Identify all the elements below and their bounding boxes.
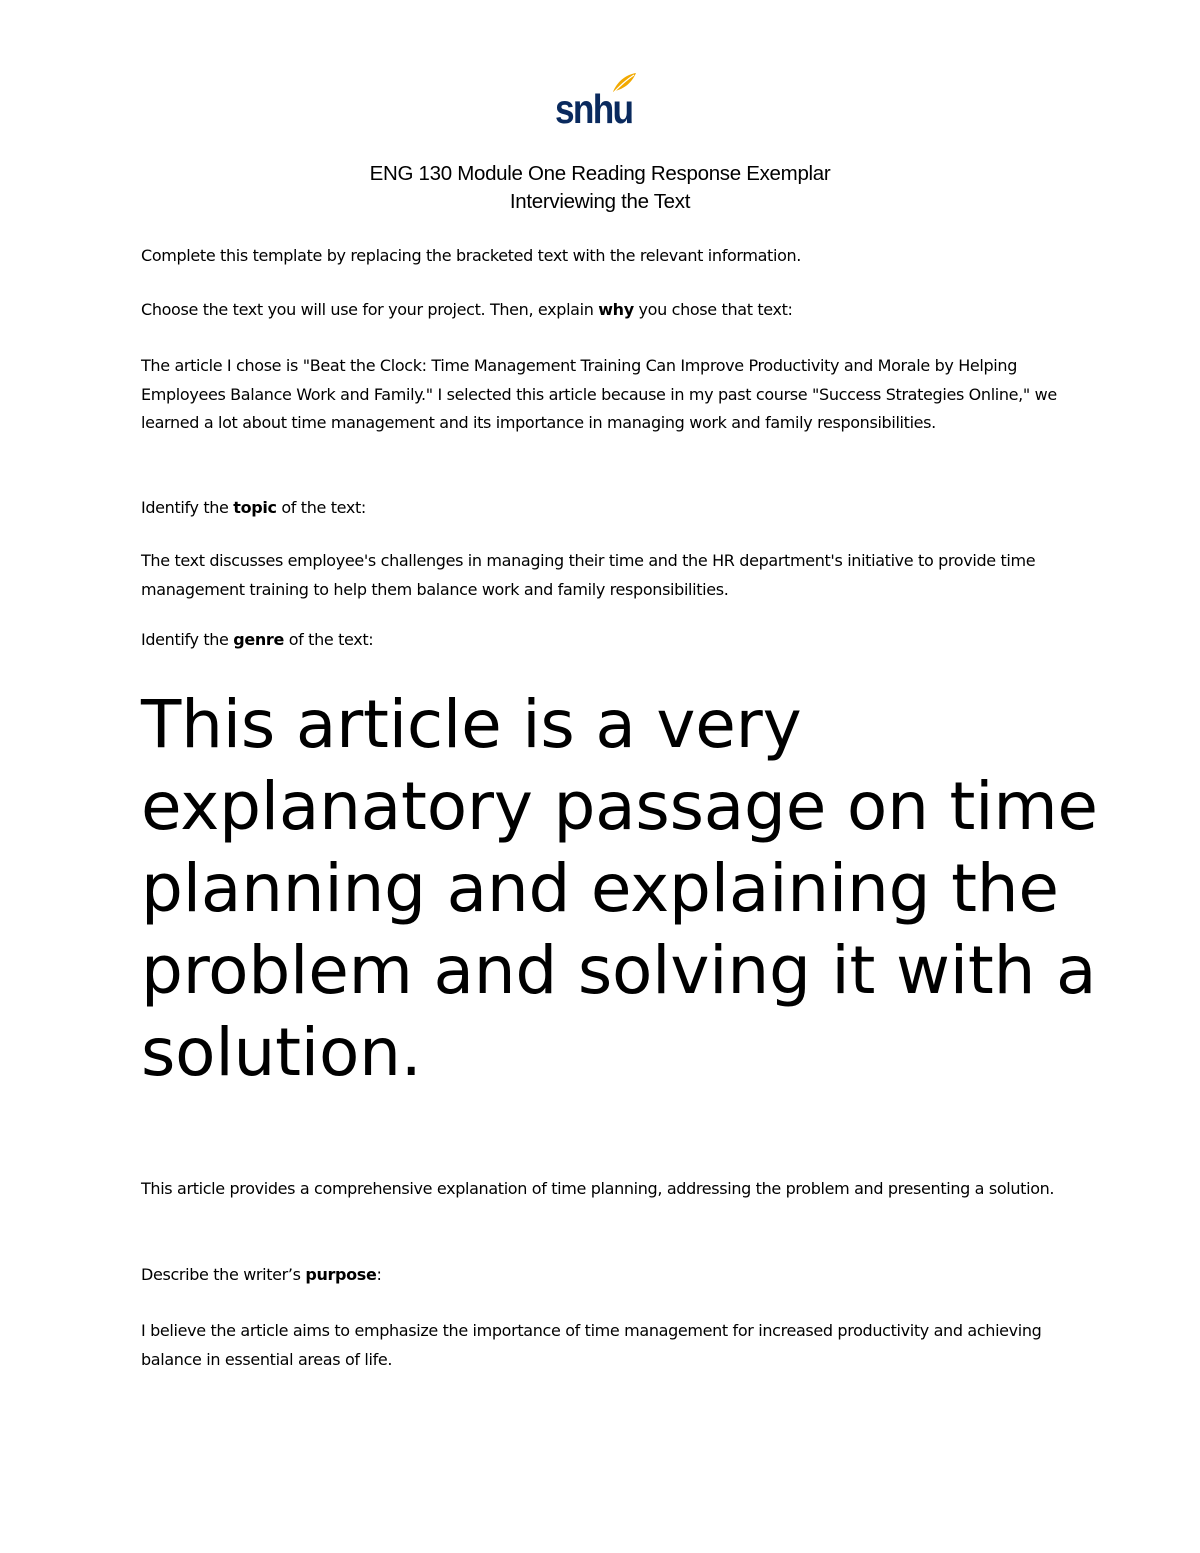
title-line-2: Interviewing the Text <box>509 190 691 213</box>
instructions-text: Complete this template by replacing the bracketed text with the relevant information. <box>141 246 802 265</box>
prompt-choose-before: Choose the text you will use for your project. Then, explain <box>141 300 599 319</box>
prompt-choose-after: you chose that text: <box>633 300 793 319</box>
prompt-purpose-text <box>141 1261 1061 1290</box>
logo-wordmark: snhu <box>555 86 633 132</box>
prompt-purpose-before: Describe the writer’s <box>141 1265 306 1284</box>
prompt-topic-after: of the text: <box>276 498 366 517</box>
prompt-choose-emphasis: why <box>598 300 634 319</box>
prompt-topic-text <box>141 494 1061 523</box>
prompt-topic-emphasis: topic <box>233 498 277 517</box>
prompt-genre-text <box>141 626 1061 655</box>
prompt-genre-before: Identify the <box>141 630 234 649</box>
answer-choose-text: The article I chose is "Beat the Clock: Time Management Training Can Improve Productivity and Morale by Helping Employees Balance Work and Family." I selected this article because in my past course "Success Strategies Online," we learned a lot about time management and its importance in managing work and family responsibilities. <box>141 356 1057 432</box>
prompt-purpose-after: : <box>376 1265 382 1284</box>
snhu-logo <box>553 72 643 134</box>
prompt-topic-before: Identify the <box>141 498 234 517</box>
prompt-purpose-emphasis: purpose <box>305 1265 377 1284</box>
prompt-genre-after: of the text: <box>283 630 374 649</box>
document-title <box>0 160 1200 216</box>
answer-topic-text: The text discusses employee's challenges in managing their time and the HR department's initiative to provide time management training to help them balance work and family responsibilities. <box>141 551 1036 599</box>
answer-genre-text: This article provides a comprehensive explanation of time planning, addressing the problem and presenting a solution. <box>141 1179 1055 1198</box>
title-line-1: ENG 130 Module One Reading Response Exemplar <box>369 162 831 185</box>
prompt-choose-text <box>141 296 1061 325</box>
answer-purpose-text: I believe the article aims to emphasize the importance of time management for increased productivity and achieving balance in essential areas of life. <box>141 1321 1042 1369</box>
prompt-genre-emphasis: genre <box>233 630 284 649</box>
answer-genre-large-text: This article is a very explanatory passage on time planning and explaining the problem and solving it with a solution. <box>141 686 1098 1091</box>
